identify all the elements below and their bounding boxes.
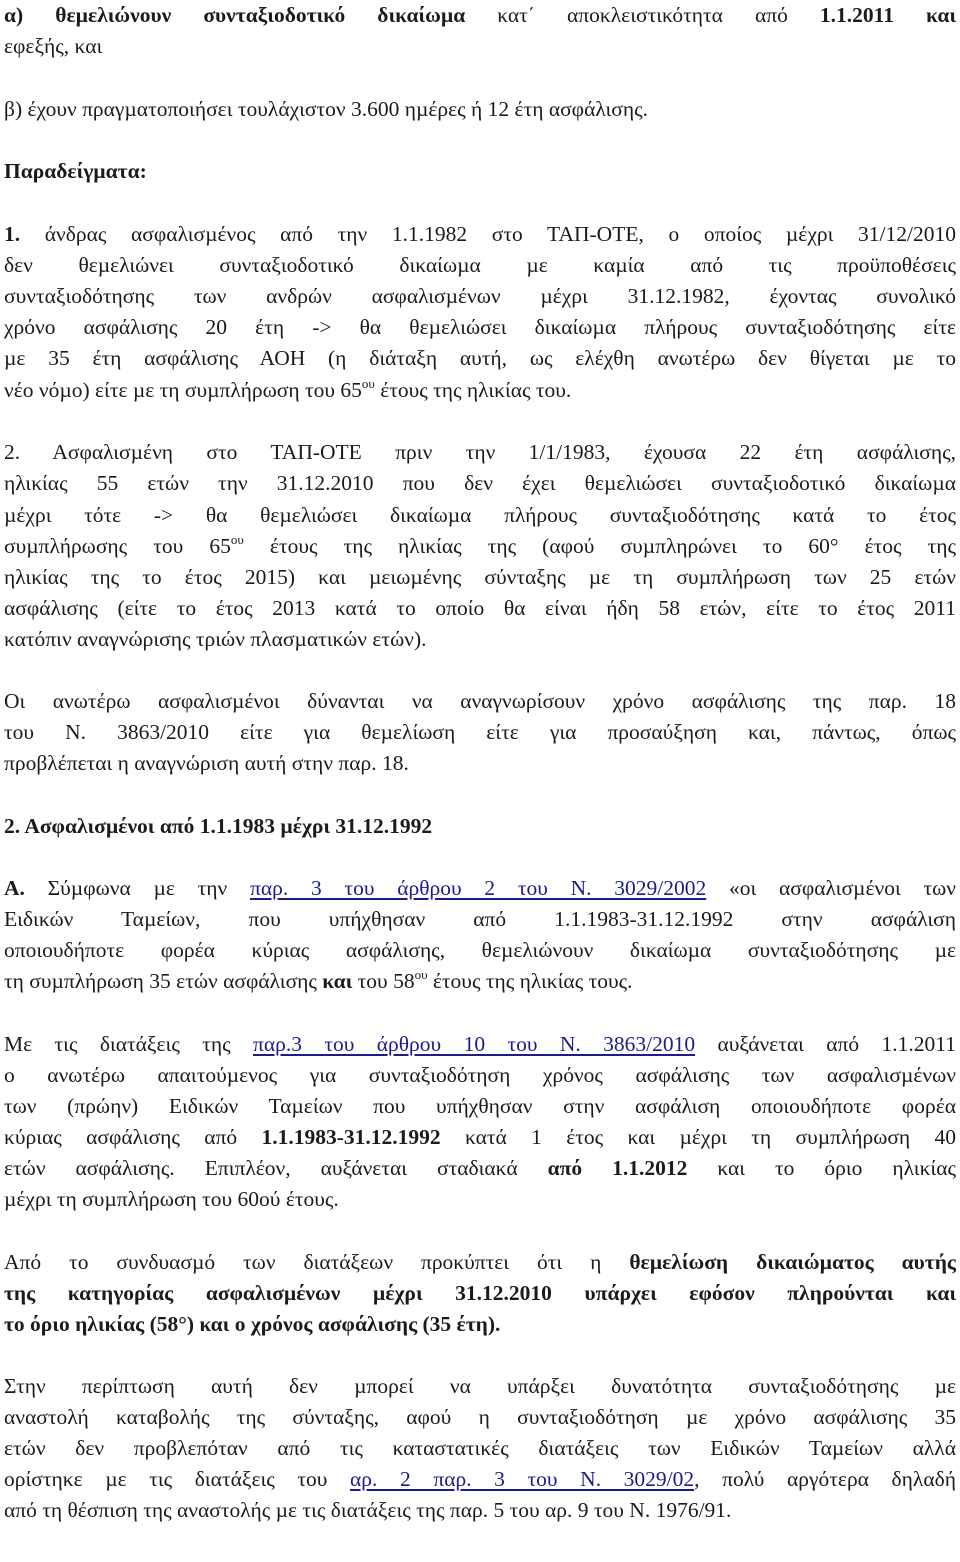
text-line: χρόνο ασφάλισης 20 έτη -> θα θεµελιώσει δικαίωµα πλήρους συνταξιοδότησης είτε (4, 315, 956, 339)
text-line: αναστολή καταβολής της σύνταξης, αφού η συνταξιοδότηση µε χρόνο ασφάλισης 35 (4, 1405, 956, 1429)
section-heading: 2. Ασφαλισµένοι από 1.1.1983 µέχρι 31.12.1992 (4, 814, 433, 838)
text-line: δεν θεµελιώνει συνταξιοδοτικό δικαίωµα µε καµία από τις προϋποθέσεις (4, 253, 956, 277)
text-line: προβλέπεται η αναγνώριση αυτή στην παρ. 18. (4, 751, 409, 775)
text-line: ο ανωτέρω απαιτούµενος για συνταξιοδότηση χρόνος ασφάλισης των ασφαλισµένων (4, 1063, 956, 1087)
text-line: συνταξιοδότησης των ανδρών ασφαλισµένων µέχρι 31.12.1982, έχοντας συνολικό (4, 284, 956, 308)
text-line: ετών ασφάλισης. Επιπλέον, αυξάνεται σταδιακά από 1.1.2012 και το όριο ηλικίας (4, 1156, 956, 1180)
text-line: µε 35 έτη ασφάλισης ΑΟΗ (η διάταξη αυτή, ως ελέχθη ανωτέρω δεν θίγεται µε το (4, 346, 956, 370)
text-line: Με τις διατάξεις της παρ.3 του άρθρου 10 του Ν. 3863/2010 αυξάνεται από 1.1.2011 (4, 1032, 956, 1056)
text-line: 1. άνδρας ασφαλισµένος από την 1.1.1982 στο ΤΑΠ-ΟΤΕ, ο οποίος µέχρι 31/12/2010 (4, 222, 956, 246)
text-line: εφεξής, και (4, 34, 103, 58)
text-line: Α. Σύµφωνα µε την παρ. 3 του άρθρου 2 του Ν. 3029/2002 «οι ασφαλισµένοι των (4, 876, 956, 900)
text-line: κύριας ασφάλισης από 1.1.1983-31.12.1992 κατά 1 έτος και µέχρι τη συµπλήρωση 40 (4, 1125, 957, 1149)
text-line: α) θεµελιώνουν συνταξιοδοτικό δικαίωµα κατ΄ αποκλειστικότητα από 1.1.2011 και (4, 3, 956, 27)
text-line: ορίστηκε µε τις διατάξεις του αρ. 2 παρ. 3 του Ν. 3029/02, πολύ αργότερα δηλαδή (4, 1467, 956, 1491)
text-line: οποιουδήποτε φορέα κύριας ασφάλισης, θεµελιώνουν δικαίωµα συνταξιοδότησης µε (4, 938, 956, 962)
text-line: του Ν. 3863/2010 είτε για θεµελίωση είτε για προσαύξηση και, πάντως, όπως (4, 720, 956, 744)
text-line: ασφάλισης (είτε το έτος 2013 κατά το οποίο θα είναι ήδη 58 ετών, είτε το έτος 2011 (4, 596, 956, 620)
law-link-3863-2010[interactable]: παρ.3 του άρθρου 10 του Ν. 3863/2010 (253, 1032, 696, 1056)
text-line: 2. Ασφαλισµένη στο ΤΑΠ-ΟΤΕ πριν την 1/1/1983, έχουσα 22 έτη ασφάλισης, (4, 440, 956, 464)
text-line: συµπλήρωσης του $65^{o\upsilon}$ έτους της ηλικίας της (αφού συµπληρώνει το 60° έτος της (4, 532, 956, 558)
law-link-3029-02[interactable]: αρ. 2 παρ. 3 του Ν. 3029/02 (350, 1467, 695, 1491)
text-line: των (πρώην) Ειδικών Ταµείων που υπήχθησαν στην ασφάλιση οποιουδήποτε φορέα (4, 1094, 956, 1118)
section-heading: Παραδείγµατα: (4, 159, 147, 183)
text-line: β) έχουν πραγµατοποιήσει τουλάχιστον 3.600 ηµέρες ή 12 έτη ασφάλισης. (4, 97, 649, 121)
text-line: Οι ανωτέρω ασφαλισµένοι δύνανται να αναγνωρίσουν χρόνο ασφάλισης της παρ. 18 (4, 689, 956, 713)
text-line: νέο νόµο) είτε µε τη συµπλήρωση του $65^{o\upsilon}$ έτους της ηλικίας του. (4, 376, 572, 402)
text-line: µέχρι τότε -> θα θεµελιώσει δικαίωµα πλήρους συνταξιοδότησης κατά το έτος (4, 503, 956, 527)
text-line: ηλικίας 55 ετών την 31.12.2010 που δεν έχει θεµελιώσει συνταξιοδοτικό δικαίωµα (4, 471, 956, 495)
text-line: Από το συνδυασµό των διατάξεων προκύπτει ότι η θεµελίωση δικαιώµατος αυτής (4, 1250, 956, 1274)
text-line: Ειδικών Ταµείων, που υπήχθησαν από 1.1.1983-31.12.1992 στην ασφάλιση (4, 907, 956, 931)
text-line: ετών δεν προβλεπόταν από τις καταστατικές διατάξεις των Ειδικών Ταµείων αλλά (4, 1436, 956, 1460)
text-line: της κατηγορίας ασφαλισµένων µέχρι 31.12.2010 υπάρχει εφόσον πληρούνται και (4, 1281, 956, 1305)
text-line: τη συµπλήρωση 35 ετών ασφάλισης και του $58^{o\upsilon}$ έτους της ηλικίας τους. (4, 967, 633, 993)
text-line: µέχρι τη συµπλήρωση του 60ού έτους. (4, 1187, 339, 1211)
text-line: κατόπιν αναγνώρισης τριών πλασµατικών ετών). (4, 627, 427, 651)
text-line: από τη θέσπιση της αναστολής µε τις διατάξεις της παρ. 5 του αρ. 9 του Ν. 1976/91. (4, 1498, 732, 1522)
text-line: Στην περίπτωση αυτή δεν µπορεί να υπάρξει δυνατότητα συνταξιοδότησης µε (4, 1374, 956, 1398)
text-line: ηλικίας της το έτος 2015) και µειωµένης σύνταξης µε τη συµπλήρωση των 25 ετών (4, 565, 956, 589)
text-line: το όριο ηλικίας (58°) και ο χρόνος ασφάλισης (35 έτη). (4, 1312, 501, 1336)
law-link-3029-2002[interactable]: παρ. 3 του άρθρου 2 του Ν. 3029/2002 (249, 876, 707, 900)
